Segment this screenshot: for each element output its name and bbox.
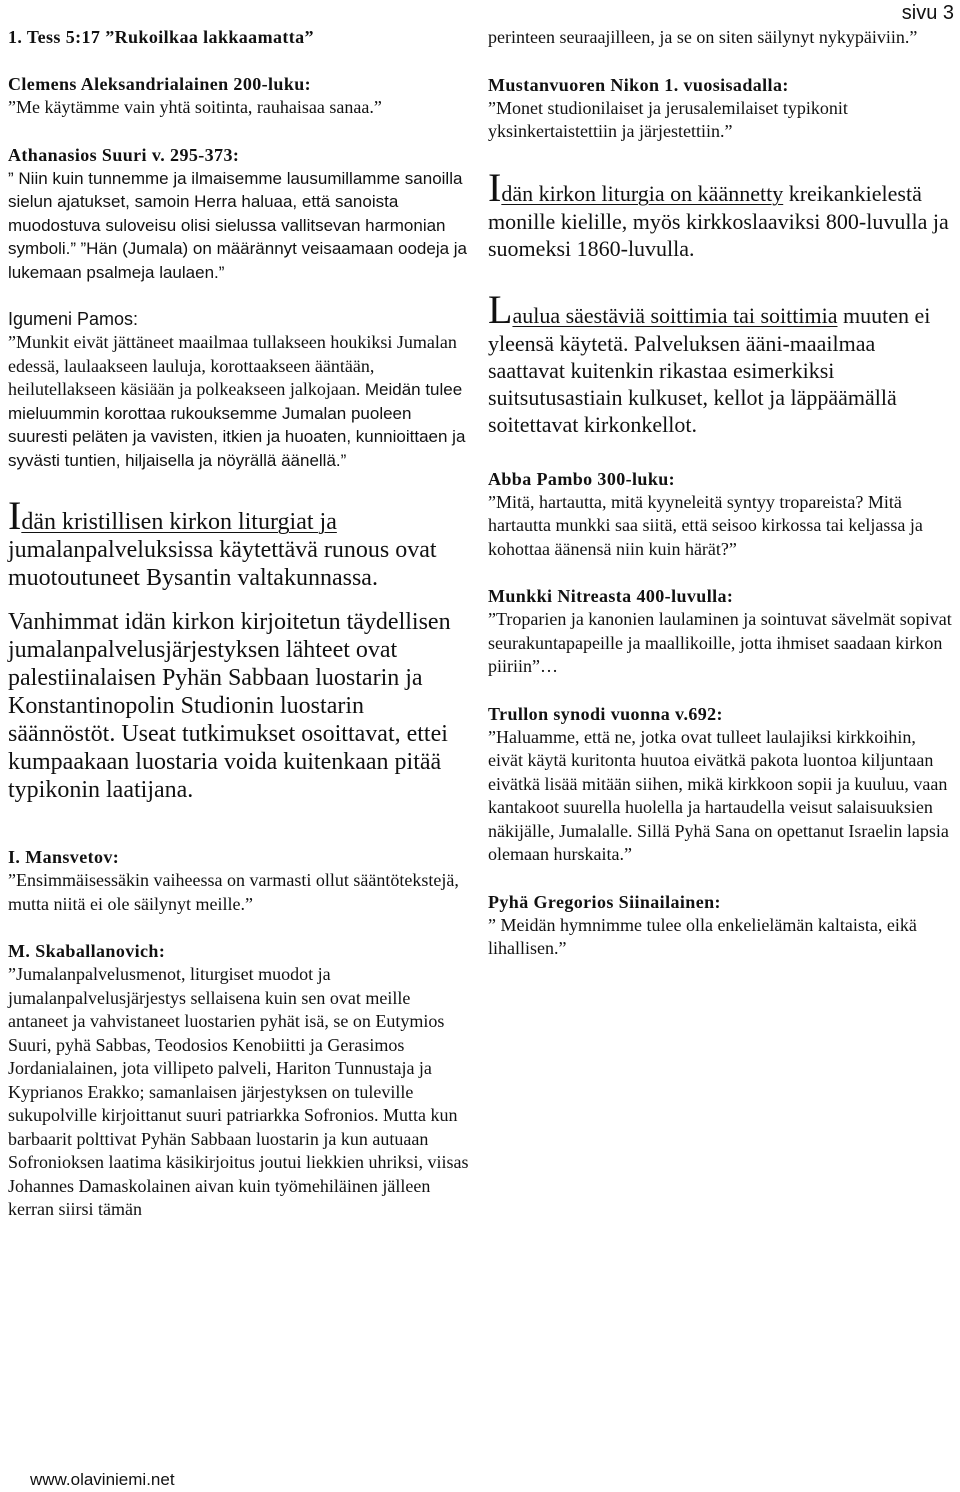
section-heading: M. Skaballanovich: [8,941,166,961]
quote [8,331,470,472]
section-tess [8,26,470,49]
intro-first-line: dän kirkon liturgia on käännetty [501,180,784,206]
quote: ”Jumalanpalvelusmenot, liturgiset muodot ja jumalanpalvelusjärjestys sellaisena kuin sen ovat meille antaneet ja vahvistaneet luostarien pyhät isä, se on Eutymios Suuri, pyhä Sabbas, Teodosios Kenobiitti ja Gerasimos Jordanialainen, jota villipeto palveli, Hariton Tunnustaja ja Kyprianos Erakko; samanlaisen järjestyksen on tuleville sukupolville kirjoittanut suuri patriarkka Sofronios. Mutta kun barbaarit polttivat Pyhän Sabbaan luostarin ja kun autuaan Sofronioksen laatima käsikirjoitus joutui liekkien uhriksi, viisas Johannes Damaskolainen aivan kuin työmehiläinen jälleen kerran siirsi tämän [8,964,469,1219]
continuation-text: perinteen seuraajilleen, ja se on siten säilynyt nykypäiviin.” [488,27,918,47]
section-athanasios [8,144,470,285]
section-heading: Clemens Aleksandrialainen 200-luku: [8,74,312,94]
quote-part: ”Hän (Jumala) on määrännyt veisaamaan oodeja ja lukemaan psalmeja laulaen.” [8,239,467,282]
section-heading: Abba Pambo 300-luku: [488,468,676,489]
section-gregorios [488,891,954,961]
right-column [488,26,954,985]
quote: ”Me käytämme vain yhtä soitinta, rauhaisaa sanaa.” [8,97,382,117]
section-clemens [8,73,470,120]
section-heading: Pyhä Gregorios Siinailainen: [488,891,721,912]
intro-first-line: dän kristillisen kirkon liturgiat ja [21,509,337,535]
intro-first-line: aulua säestäviä soittimia tai soittimia [512,302,838,328]
drop-cap: I [488,164,502,210]
section-heading: Trullon synodi vuonna v.692: [488,703,723,724]
intro-paragraph-2 [488,164,954,262]
section-heading: Munkki Nitreasta 400-luvulla: [488,586,734,606]
section-heading: Igumeni Pamos: [8,309,139,329]
body-paragraph: Vanhimmat idän kirkon kirjoitetun täydellisen jumalanpalvelusjärjestyksen lähteet ovat palestiinalaisen Pyhän Sabbaan luostarin ja Konstantinopolin Studionin luostarin säännöstöt. Useat tutkimukset osoittavat, ettei kumpaakaan luostaria voida kuitenkaan pitää typikonin laatijana. [8,609,451,803]
section-heading: I. Mansvetov: [8,847,120,867]
section-mansvetov [8,846,470,916]
section-nikon [488,74,954,144]
left-column [8,26,470,1246]
quote-part: Meidän tulee mieluummin korottaa rukouksemme Jumalan puoleen suuresti peläten ja vavisten, itkien ja huoaten, kunnioittaen ja syvästi tuntien, hiljaisella ja nöyrällä äänellä.” [8,380,466,470]
section-trullo [488,703,954,867]
section-nitrea [488,585,954,679]
section-title: 1. Tess 5:17 ”Rukoilkaa lakkaamatta” [8,27,314,47]
quote: ”Haluamme, että ne, jotka ovat tulleet laulajiksi kirkkoihin, eivät käytä kuritonta huutoa eivätkä pakota luontoa kiljuntaan eivätkä lisää mitään siihen, mikä kirkkoon sopii ja kuuluu, vaan kantakoot suurella huolella ja hartaudella veisut salaisuuksien näkijälle, Jumalalle. Sillä Pyhä Sana on opettanut Israelin lapsia olemaan hurskaita.” [488,726,949,864]
drop-cap: I [8,493,22,538]
intro-rest: kreikankielestä monille kielille, myös kirkkoslaaviksi 800-luvulla ja suomeksi 1860-luvulla. [488,180,949,261]
quote: ”Ensimmäisessäkin vaiheessa on varmasti ollut sääntötekstejä, mutta niitä ei ole säilynyt meille.” [8,870,459,914]
section-heading: Mustanvuoren Nikon 1. vuosisadalla: [488,74,789,95]
drop-cap: L [488,286,513,332]
section-pambo [488,468,954,562]
quote: ”Monet studionilaiset ja jerusalemilaiset typikonit yksinkertaistettiin ja järjestettiin.” [488,97,848,141]
quote [8,167,470,285]
intro-rest: jumalanpalveluksissa käytettävä runous ovat muotoutuneet Bysantin valtakunnassa. [8,537,437,591]
footer-url: www.olaviniemi.net [30,1470,175,1489]
quote: ”Troparien ja kanonien laulaminen ja sointuvat sävelmät sopivat seurakuntapapeille ja maallikoille, jotta ihmiset saadaan kirkon piiriin”… [488,609,952,676]
intro-paragraph [8,493,470,592]
section-heading: Athanasios Suuri v. 295-373: [8,144,240,165]
quote: ”Mitä, hartautta, mitä kyyneleitä syntyy tropareista? Mitä hartautta munkki saa siitä, että seisoo kirkossa tai keljassa ja kohottaa äänensä niin kuin härät?” [488,491,923,559]
page-number: sivu 3 [901,2,954,24]
quote-part: ” Niin kuin tunnemme ja ilmaisemme lausumillamme sanoilla sielun ajatukset, samoin Herra haluaa, että sanoista muodostuva suloveisu olisi sielussa vallitsevan harmonian symboli.” [8,168,463,258]
intro-paragraph-3 [488,286,954,438]
section-pamos [8,308,470,472]
quote: ” Meidän hymnimme tulee olla enkelielämän kaltaista, eikä lihallisen.” [488,914,917,958]
section-skaballanovich [8,940,470,1222]
intro-rest: muuten ei yleensä käytetä. Palveluksen ääni-maailmaa saattavat kuitenkin rikastaa esimerkiksi suitsutusastiain kulkuset, kellot ja läppäämällä soitettavat kirkonkellot. [488,302,931,437]
quote-part: ”Munkit eivät jättäneet maailmaa tullakseen houkiksi Jumalan edessä, laulaakseen lauluja, korottaakseen ääntään, heilutellakseen käsiään ja polkeakseen jalkojaan. [8,332,457,399]
